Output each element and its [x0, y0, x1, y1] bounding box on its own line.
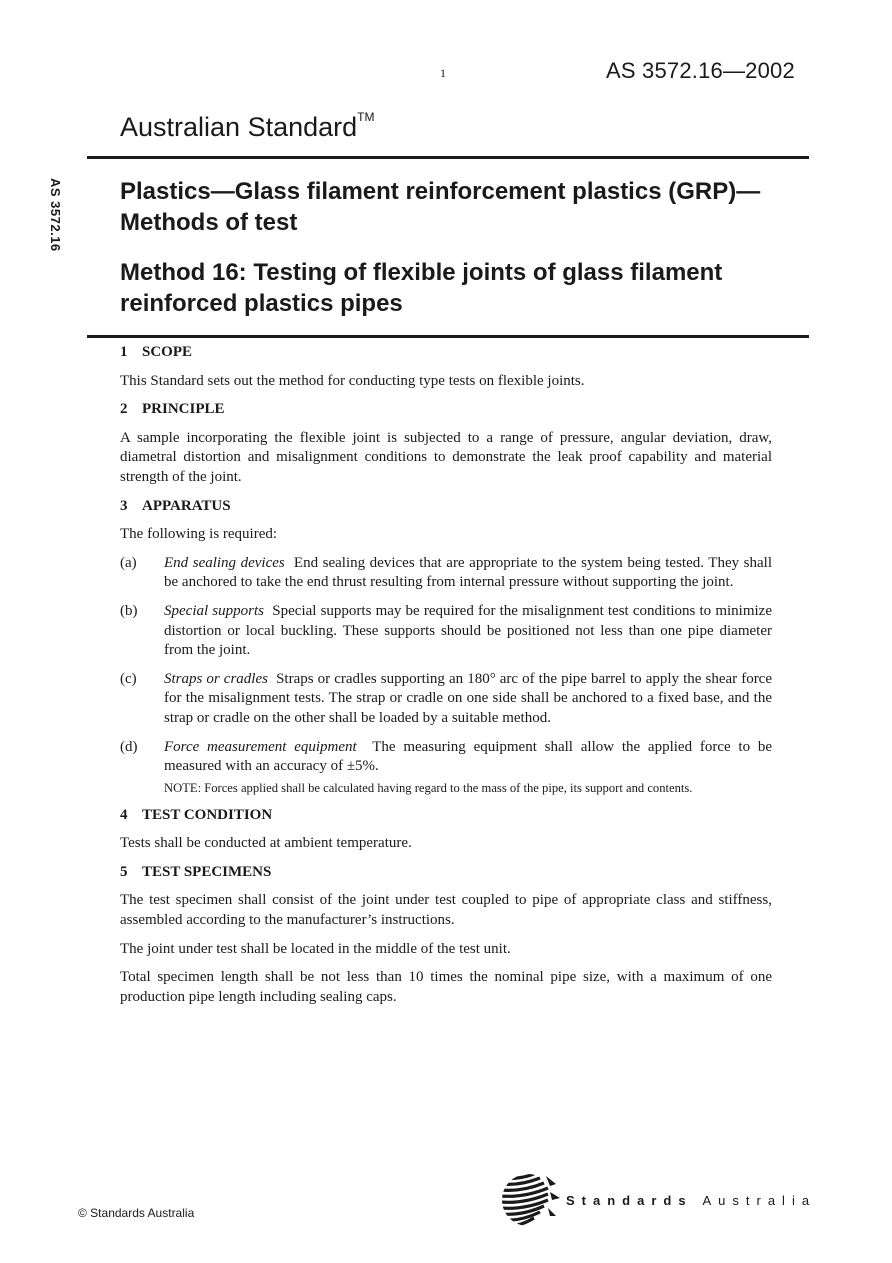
trademark-mark: TM [357, 110, 375, 124]
section-heading-scope [120, 343, 772, 363]
item-text: Straps or cradles supporting an 180° arc of the pipe barrel to apply the shear force for the misalignment tests. The strap or cradle on one side shall be anchored to a fixed base, and the strap or cradle on the other shall be loaded by a suitable method. [164, 670, 772, 726]
item-label: (d) [120, 738, 138, 755]
section-number: 5 [120, 863, 128, 880]
item-term: Special supports [164, 602, 264, 619]
test-specimens-paragraph: The test specimen shall consist of the joint under test coupled to pipe of appropriate class and stiffness, assembled according to the manufacturer’s instructions. [120, 892, 772, 929]
item-note: NOTE: Forces applied shall be calculated having regard to the mass of the pipe, its support and contents. [164, 780, 693, 795]
apparatus-item [120, 554, 772, 593]
logo-wordmark-light: Australia [702, 1193, 817, 1208]
apparatus-item [120, 738, 772, 797]
logo-graphic [500, 1172, 560, 1228]
section-title: PRINCIPLE [142, 401, 225, 418]
apparatus-item [120, 602, 772, 661]
section-number: 4 [120, 806, 128, 823]
scope-paragraph: This Standard sets out the method for conducting type tests on flexible joints. [120, 372, 585, 389]
test-specimens-paragraph: Total specimen length shall be not less than 10 times the nominal pipe size, with a maximum of one production pipe length including sealing caps. [120, 969, 772, 1005]
method-title: Method 16: Testing of flexible joints of glass filament reinforced plastics pipes [120, 259, 723, 317]
document-number: AS 3572.16—2002 [606, 58, 795, 83]
section-title: APPARATUS [142, 497, 231, 514]
item-label: (b) [120, 602, 138, 619]
section-heading-principle [120, 400, 772, 420]
section-title: TEST SPECIMENS [142, 863, 272, 880]
standard-type-label: Australian Standard [120, 112, 358, 142]
item-text: The measuring equipment shall allow the applied force to be measured with an accuracy of ±5%. [164, 738, 772, 775]
principle-paragraph: A sample incorporating the flexible joint is subjected to a range of pressure, angular deviation, draw, diametral distortion and misalignment conditions to demonstrate the leak proof capability and material strength of the joint. [120, 429, 772, 485]
apparatus-intro: The following is required: [120, 526, 278, 543]
copyright-notice: © Standards Australia [78, 1206, 195, 1220]
item-body [164, 738, 772, 797]
item-body [164, 602, 772, 661]
item-text: Special supports may be required for the misalignment test conditions to minimize distortion or local buckling. These supports should be positioned not less than one pipe diameter from the joint. [164, 602, 772, 659]
standards-australia-logo-icon [500, 1172, 560, 1228]
apparatus-item [120, 670, 772, 729]
section-number: 2 [120, 401, 128, 418]
section-heading-apparatus [120, 497, 772, 517]
section-number: 1 [120, 344, 128, 360]
item-body [164, 670, 772, 729]
spine-label-text: AS 3572.16 [48, 178, 63, 252]
item-term: Force measurement equipment [164, 738, 357, 755]
logo-wordmark [566, 1193, 816, 1208]
section-number: 3 [120, 497, 128, 514]
section-title: TEST CONDITION [142, 806, 273, 823]
section-title: SCOPE [142, 344, 193, 360]
standard-type [120, 112, 374, 143]
title-divider [87, 335, 809, 338]
item-body [164, 554, 772, 593]
document-title: Plastics—Glass filament reinforcement plastics (GRP)—Methods of test [120, 178, 761, 236]
item-term: End sealing devices [164, 554, 285, 571]
section-heading-test-condition [120, 806, 772, 826]
document-body [120, 343, 772, 1016]
test-condition-paragraph: Tests shall be conducted at ambient temperature. [120, 835, 412, 852]
item-term: Straps or cradles [164, 670, 268, 687]
top-divider [87, 156, 809, 159]
item-text: End sealing devices that are appropriate to the system being tested. They shall be anchored to take the end thrust resulting from internal pressure without supporting the joint. [164, 554, 773, 591]
item-label: (a) [120, 554, 137, 571]
item-label: (c) [120, 670, 137, 687]
logo-wordmark-bold: Standards [566, 1193, 693, 1208]
page-number: 1 [440, 66, 446, 80]
section-heading-test-specimens [120, 863, 772, 883]
test-specimens-paragraph: The joint under test shall be located in the middle of the test unit. [120, 940, 511, 957]
spine-label [48, 178, 78, 268]
